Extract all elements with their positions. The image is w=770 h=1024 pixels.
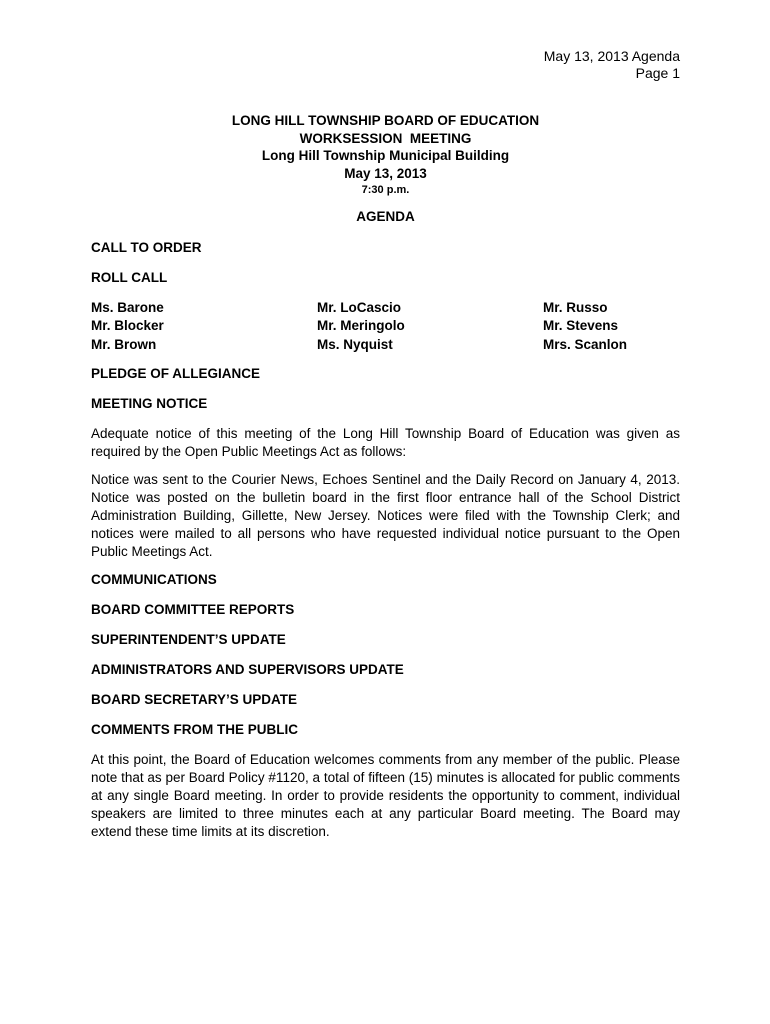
board-name: LONG HILL TOWNSHIP BOARD OF EDUCATION [231, 113, 540, 128]
member-name: Mr. Blocker [91, 318, 164, 334]
section-roll-call: ROLL CALL [91, 270, 168, 285]
section-call-to-order: CALL TO ORDER [91, 240, 202, 255]
document-title-block [91, 112, 680, 198]
roll-column-3 [543, 299, 627, 354]
agenda-heading: AGENDA [356, 209, 415, 224]
meeting-location: Long Hill Township Municipal Building [261, 148, 510, 163]
section-superintendent-update: SUPERINTENDENT’S UPDATE [91, 631, 286, 647]
meeting-date: May 13, 2013 [344, 165, 427, 181]
member-name: Mr. Stevens [543, 318, 619, 334]
member-name: Ms. Barone [91, 300, 164, 315]
page-number: Page 1 [635, 65, 680, 81]
member-name: Mr. Brown [91, 336, 157, 352]
public-comment-policy-paragraph: At this point, the Board of Education welcomes comments from any member of the public. Please note that as per Board Policy #1120, a total of fifteen (15) minutes is allocated for public comments at any single Board meeting. In order to provide residents the opportunity to comment, individual speakers are limited to three minutes each at any particular Board meeting. The Board may extend these time limits at its discretion. [91, 751, 680, 839]
member-name: Mrs. Scanlon [543, 336, 628, 352]
meeting-time: 7:30 p.m. [361, 184, 410, 196]
section-meeting-notice: MEETING NOTICE [91, 395, 208, 411]
meeting-type: WORKSESSION MEETING [299, 130, 472, 146]
section-administrators-update: ADMINISTRATORS AND SUPERVISORS UPDATE [91, 661, 404, 677]
roll-call-members [91, 299, 680, 354]
member-name: Mr. LoCascio [317, 300, 402, 315]
member-name: Ms. Nyquist [317, 336, 393, 352]
agenda-date-line: May 13, 2013 Agenda [543, 48, 680, 64]
section-communications: COMMUNICATIONS [91, 571, 217, 587]
page-header [544, 48, 680, 82]
notice-sent-paragraph: Notice was sent to the Courier News, Echoes Sentinel and the Daily Record on January 4, 2013. Notice was posted on the bulletin board in the first floor entrance hall of the School District Administration Building, Gillette, New Jersey. Notices were filed with the Township Clerk; and notices were mailed to all persons who have requested individual notice pursuant to the Open Public Meetings Act. [91, 471, 680, 559]
section-public-comments: COMMENTS FROM THE PUBLIC [91, 721, 298, 737]
notice-adequate-paragraph: Adequate notice of this meeting of the Long Hill Township Board of Education was given as required by the Open Public Meetings Act as follows: [91, 425, 680, 459]
roll-column-2 [317, 299, 543, 354]
agenda-body [91, 239, 680, 851]
section-secretary-update: BOARD SECRETARY’S UPDATE [91, 691, 298, 707]
section-committee-reports: BOARD COMMITTEE REPORTS [91, 601, 295, 617]
section-pledge: PLEDGE OF ALLEGIANCE [91, 365, 261, 381]
member-name: Mr. Russo [543, 300, 608, 315]
member-name: Mr. Meringolo [317, 318, 405, 334]
roll-column-1 [91, 299, 317, 354]
